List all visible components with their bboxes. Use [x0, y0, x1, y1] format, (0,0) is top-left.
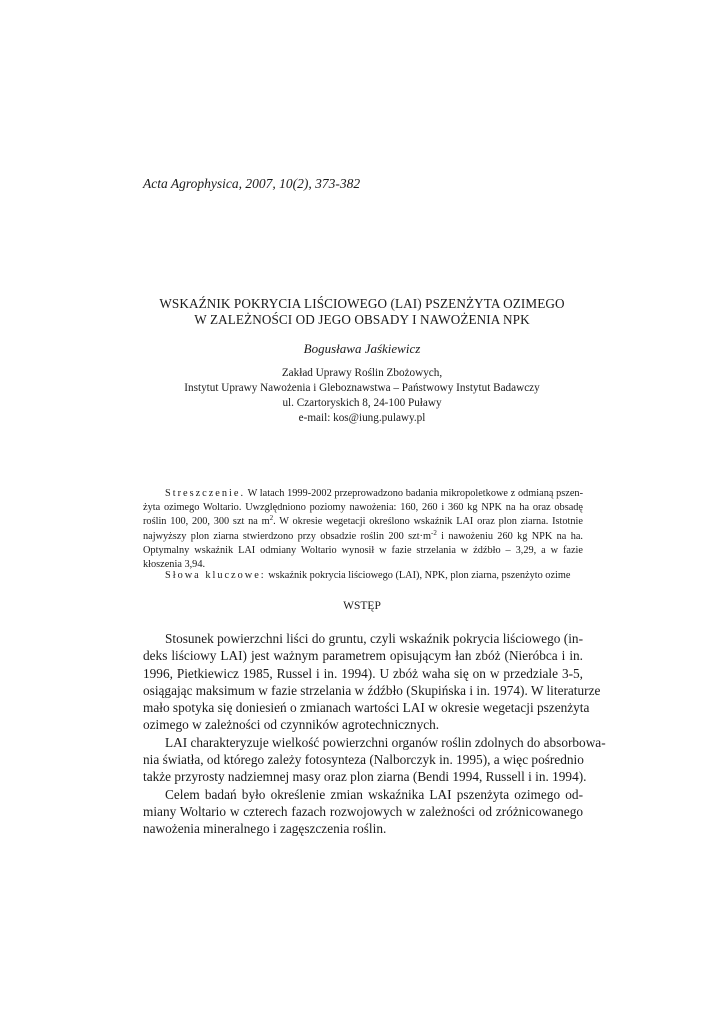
title-line-2: W ZALEŻNOŚCI OD JEGO OBSADY I NAWOŻENIA NPK: [194, 312, 530, 327]
body-line: LAI charakteryzuje wielkość powierzchni organów roślin zdolnych do absorbowa-: [165, 734, 606, 750]
body-line: 1996, Pietkiewicz 1985, Russel i in. 1994). U zbóż waha się on w przedziale 3-5,: [143, 665, 583, 681]
author-name: Bogusława Jaśkiewicz: [303, 341, 421, 356]
affiliation-email: e-mail: kos@iung.pulawy.pl: [298, 412, 426, 424]
superscript: -2: [431, 528, 437, 537]
abstract-text: najwyższy plon ziarna stwierdzono przy obsadzie roślin 200 szt·m: [143, 530, 431, 542]
body-line: deks liściowy LAI) jest ważnym parametrem opisującym łan zbóż (Nieróbca i in.: [143, 648, 583, 664]
body-line: także przyrosty nadziemnej masy oraz plon ziarna (Bendi 1994, Russell i in. 1994).: [143, 769, 587, 785]
abstract-line-6: kłoszenia 3,94.: [143, 559, 206, 571]
body-line: nia światła, od którego zależy fotosynteza (Nalborczyk in. 1995), a więc pośrednio: [143, 752, 584, 768]
affiliation-line-3: ul. Czartoryskich 8, 24-100 Puławy: [282, 397, 442, 409]
title-line-1: WSKAŹNIK POKRYCIA LIŚCIOWEGO (LAI) PSZENŻYTA OZIMEGO: [159, 296, 565, 311]
abstract-line-4: [143, 530, 583, 544]
abstract-line-5: Optymalny wskaźnik LAI odmiany Woltario wynosił w fazie strzelania w źdźbło – 3,29, a w fazie: [143, 544, 583, 556]
keywords-text: wskaźnik pokrycia liściowego (LAI), NPK, plon ziarna, pszenżyto ozime: [268, 570, 571, 581]
body-line: miany Woltario w czterech fazach rozwojowych w zależności od zróżnicowanego: [143, 803, 583, 819]
paper-title: [100, 296, 624, 328]
abstract-line-2: żyta ozimego Woltario. Uwzględniono poziomy nawożenia: 160, 260 i 360 kg NPK na ha oraz obsadę: [143, 502, 583, 514]
abstract-text: roślin 100, 200, 300 szt na m: [143, 516, 270, 528]
keywords-label: Słowa kluczowe:: [165, 570, 266, 581]
body-line: Celem badań było określenie zmian wskaźnika LAI pszenżyta ozimego od-: [165, 786, 583, 802]
journal-reference: Acta Agrophysica, 2007, 10(2), 373-382: [143, 176, 361, 191]
keywords: [165, 570, 570, 581]
body-text: [143, 630, 606, 838]
affiliation-line-2: Instytut Uprawy Nawożenia i Gleboznawstwa – Państwowy Instytut Badawczy: [184, 382, 540, 394]
body-line: mało spotyka się doniesień o zmianach wartości LAI w okresie wegetacji pszenżyta: [143, 700, 590, 716]
body-line: ozimego w zależności od czynników agrotechnicznych.: [143, 717, 440, 733]
section-heading: WSTĘP: [343, 600, 381, 612]
body-line: Stosunek powierzchni liści do gruntu, czyli wskaźnik pokrycia liściowego (in-: [165, 631, 583, 646]
abstract-line-1: [143, 487, 583, 501]
superscript: 2: [269, 514, 274, 523]
affiliation-line-1: Zakład Uprawy Roślin Zbożowych,: [281, 367, 443, 379]
abstract-text: i nawożeniu 260 kg NPK na ha.: [436, 530, 583, 542]
abstract-text: W latach 1999-2002 przeprowadzono badania mikropoletkowe z odmianą pszen-: [247, 488, 584, 499]
abstract-label: Streszczenie.: [165, 488, 246, 499]
body-line: nawożenia mineralnego i zagęszczenia roślin.: [143, 821, 387, 837]
abstract: [143, 487, 583, 572]
abstract-text: . W okresie wegetacji określono wskaźnik LAI oraz plon ziarna. Istotnie: [273, 516, 583, 528]
affiliation: [100, 366, 624, 426]
body-line: osiągając maksimum w fazie strzelania w źdźbło (Skupińska i in. 1974). W literaturze: [143, 682, 601, 698]
abstract-line-3: [143, 515, 583, 529]
